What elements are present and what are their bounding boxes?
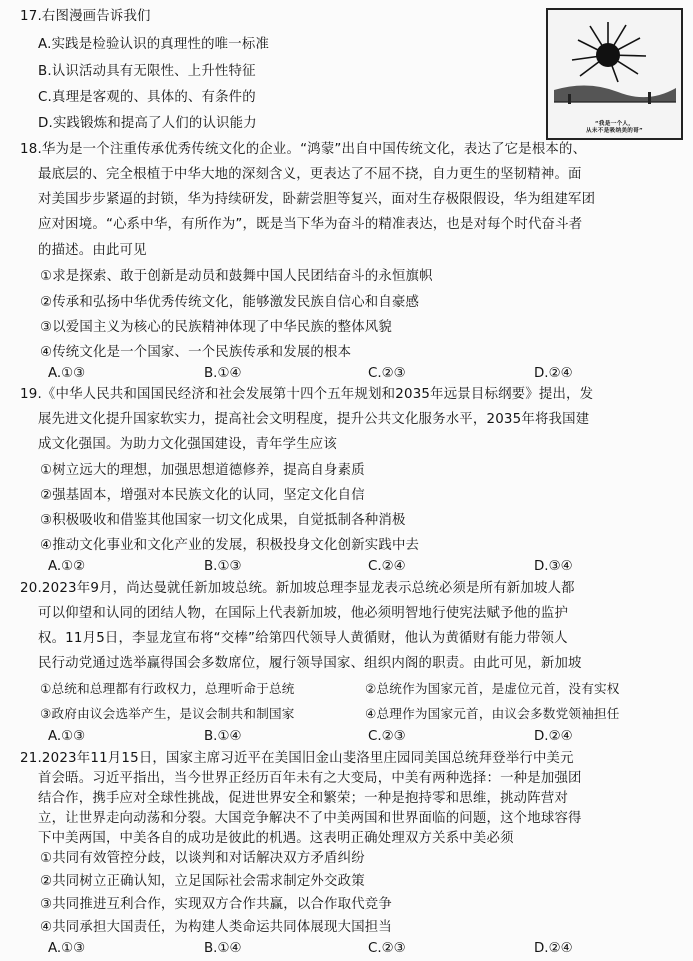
q19-stem-line: 成文化强国。为助力文化强国建设，青年学生应该 (38, 437, 337, 452)
q21-choice-c: C.②③ (368, 941, 406, 956)
q21-item-2: ②共同树立正确认知，立足国际社会需求制定外交政策 (40, 874, 365, 889)
q17-option-c: C.真理是客观的、具体的、有条件的 (38, 90, 256, 105)
q19-choice-c: C.②④ (368, 559, 406, 574)
q18-stem-line: 对美国步步紧逼的封锁，华为持续研发，卧薪尝胆等复兴，面对生存极限假设，华为组建军团 (38, 192, 596, 207)
q18-stem-line: 的描述。由此可见 (38, 243, 147, 258)
q21-choice-a: A.①③ (48, 941, 86, 956)
q19-item-4: ④推动文化事业和文化产业的发展，积极投身文化创新实践中去 (40, 538, 420, 553)
q19-stem-line: 19.《中华人民共和国国民经济和社会发展第十四个五年规划和2035年远景目标纲要》提出，发 (20, 387, 594, 402)
q21-stem-line: 立，让世界走向动荡和分裂。大国竞争解决不了中美两国和世界面临的问题，这个地球容得 (38, 811, 582, 826)
cartoon-drawing (548, 10, 681, 120)
q20-item-4: ④总理作为国家元首，由议会多数党领袖担任 (365, 706, 620, 721)
q21-choice-b: B.①④ (204, 941, 242, 956)
q21-choice-d: D.②④ (534, 941, 573, 956)
q20-choice-b: B.①④ (204, 729, 242, 744)
q18-item-1: ①求是探索、敢于创新是动员和鼓舞中国人民团结奋斗的永恒旗帜 (40, 269, 433, 284)
q20-item-3: ③政府由议会选举产生，是议会制共和制国家 (40, 706, 295, 721)
q18-stem-line: 应对困境。“心系中华，有所作为”，既是当下华为奋斗的精准表达，也是对每个时代奋斗者 (38, 217, 583, 232)
q20-item-1: ①总统和总理都有行政权力，总理听命于总统 (40, 681, 295, 696)
q18-item-4: ④传统文化是一个国家、一个民族传承和发展的根本 (40, 345, 352, 360)
q19-stem-line: 展先进文化提升国家软实力，提高社会文明程度，提升公共文化服务水平，2035年将我国建 (38, 412, 590, 427)
q21-stem-line: 下中美两国，中美各自的成功是彼此的机遇。这表明正确处理双方关系中美必须 (38, 831, 514, 846)
q20-stem-line: 民行动党通过选举赢得国会多数席位，履行领导国家、组织内阁的职责。由此可见，新加坡 (38, 656, 582, 671)
q19-choice-b: B.①③ (204, 559, 242, 574)
q17-option-a: A.实践是检验认识的真理性的唯一标准 (38, 37, 270, 52)
q20-choice-a: A.①③ (48, 729, 86, 744)
q20-choice-d: D.②④ (534, 729, 573, 744)
q19-item-3: ③积极吸收和借鉴其他国家一切文化成果，自觉抵制各种消极 (40, 513, 406, 528)
q19-item-1: ①树立远大的理想，加强思想道德修养，提高自身素质 (40, 463, 365, 478)
q19-choice-d: D.③④ (534, 559, 573, 574)
cartoon-caption: “我是一个人， 从未不是吸纳美的哥” (585, 121, 644, 134)
q21-item-1: ①共同有效管控分歧，以谈判和对话解决双方矛盾纠纷 (40, 851, 365, 866)
q21-item-3: ③共同推进互利合作，实现双方合作共赢，以合作取代竞争 (40, 897, 392, 912)
q21-stem-line: 首会晤。习近平指出，当今世界正经历百年未有之大变局，中美有两种选择：一种是加强团 (38, 771, 582, 786)
q18-choice-b: B.①④ (204, 366, 242, 381)
q20-item-2: ②总统作为国家元首，是虚位元首，没有实权 (365, 681, 620, 696)
q19-item-2: ②强基固本，增强对本民族文化的认同，坚定文化自信 (40, 488, 365, 503)
q17-option-d: D.实践锻炼和提高了人们的认识能力 (38, 116, 257, 131)
question-17-stem: 17.右图漫画告诉我们 (20, 9, 151, 24)
q17-option-b: B.认识活动具有无限性、上升性特征 (38, 64, 256, 79)
q18-choice-a: A.①③ (48, 366, 86, 381)
q21-item-4: ④共同承担大国责任，为构建人类命运共同体展现大国担当 (40, 920, 392, 935)
q21-stem-line: 结合作，携手应对全球性挑战，促进世界安全和繁荣；一种是抱持零和思维，挑动阵营对 (38, 791, 569, 806)
q20-stem-line: 可以仰望和认同的团结人物，在国际上代表新加坡，他必须明智地行使宪法赋予他的监护 (38, 606, 569, 621)
q18-choice-d: D.②④ (534, 366, 573, 381)
q18-item-3: ③以爱国主义为核心的民族精神体现了中华民族的整体风貌 (40, 320, 392, 335)
q20-stem-line: 权。11月5日，李显龙宣布将“交棒”给第四代领导人黄循财，他认为黄循财有能力带领人 (38, 631, 568, 646)
cartoon-figure (546, 8, 683, 140)
q18-choice-c: C.②③ (368, 366, 406, 381)
q20-choice-c: C.②③ (368, 729, 406, 744)
q20-stem-line: 20.2023年9月，尚达曼就任新加坡总统。新加坡总理李显龙表示总统必须是所有新加坡人都 (20, 581, 575, 596)
q18-item-2: ②传承和弘扬中华优秀传统文化，能够激发民族自信心和自豪感 (40, 295, 420, 310)
q19-choice-a: A.①② (48, 559, 86, 574)
q18-stem-line: 18.华为是一个注重传承优秀传统文化的企业。“鸿蒙”出自中国传统文化，表达了它是根本的、 (20, 142, 587, 157)
q18-stem-line: 最底层的、完全根植于中华大地的深刻含义，更表达了不屈不挠，自力更生的坚韧精神。面 (38, 167, 582, 182)
q21-stem-line: 21.2023年11月15日，国家主席习近平在美国旧金山斐洛里庄园同美国总统拜登举行中美元 (20, 751, 574, 766)
